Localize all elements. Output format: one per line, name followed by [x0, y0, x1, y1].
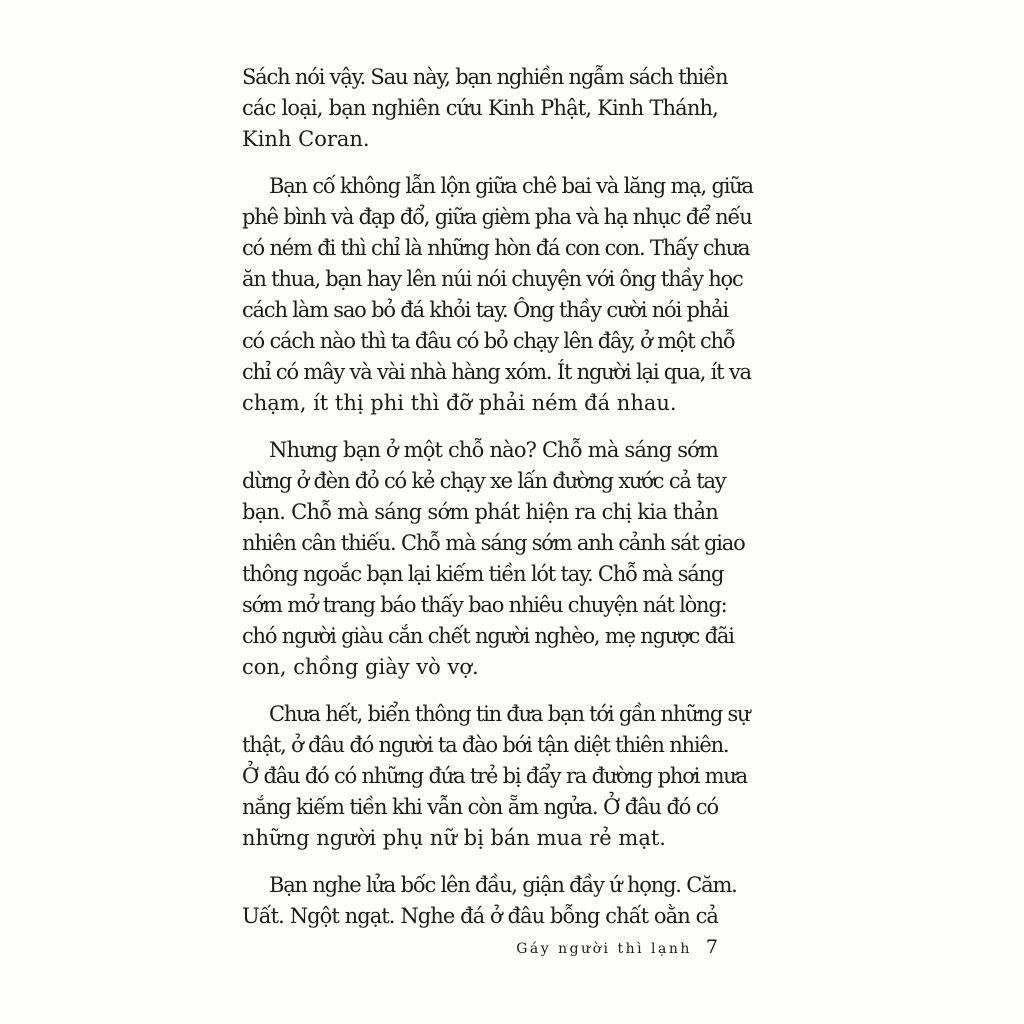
- text-line: Uất. Ngột ngạt. Nghe đá ở đâu bỗng chất oằn cả: [242, 904, 718, 928]
- text-line: những người phụ nữ bị bán mua rẻ mạt.: [242, 826, 666, 850]
- paragraph-2: [242, 171, 753, 419]
- text-line: chó người giàu cắn chết người nghèo, mẹ ngược đãi: [242, 624, 734, 648]
- page-footer: [516, 936, 718, 958]
- text-line: thật, ở đâu đó người ta đào bới tận diệt thiên nhiên.: [242, 733, 729, 757]
- text-line: Bạn nghe lửa bốc lên đầu, giận đầy ứ họng. Căm.: [269, 873, 737, 897]
- text-line: Bạn cố không lẫn lộn giữa chê bai và lăng mạ, giữa: [269, 174, 753, 198]
- text-line: thông ngoắc bạn lại kiếm tiền lót tay. Chỗ mà sáng: [242, 562, 724, 586]
- page-number: 7: [705, 936, 718, 958]
- paragraph-5: [242, 870, 737, 932]
- text-line: có ném đi thì chỉ là những hòn đá con con. Thấy chưa: [242, 236, 750, 260]
- text-line: cách làm sao bỏ đá khỏi tay. Ông thầy cười nói phải: [242, 298, 728, 322]
- text-line: có cách nào thì ta đâu có bỏ chạy lên đây, ở một chỗ: [242, 329, 735, 353]
- text-line: Ở đâu đó có những đứa trẻ bị đẩy ra đường phơi mưa: [242, 764, 747, 788]
- text-line: nhiên cân thiếu. Chỗ mà sáng sớm anh cảnh sát giao: [242, 531, 745, 555]
- paragraph-3: [242, 435, 745, 683]
- text-line: phê bình và đạp đổ, giữa gièm pha và hạ nhục để nếu: [242, 205, 752, 229]
- text-line: nắng kiếm tiền khi vẫn còn ẵm ngửa. Ở đâu đó có: [242, 795, 718, 819]
- paragraph-1: [242, 62, 728, 155]
- text-line: Kinh Coran.: [242, 127, 370, 151]
- text-line: sớm mở trang báo thấy bao nhiêu chuyện nát lòng:: [242, 593, 727, 617]
- text-line: bạn. Chỗ mà sáng sớm phát hiện ra chị kia thản: [242, 500, 718, 524]
- text-line: các loại, bạn nghiên cứu Kinh Phật, Kinh Thánh,: [242, 96, 718, 120]
- text-line: Nhưng bạn ở một chỗ nào? Chỗ mà sáng sớm: [269, 438, 718, 462]
- text-line: dừng ở đèn đỏ có kẻ chạy xe lấn đường xước cả tay: [242, 469, 726, 493]
- text-line: ăn thua, bạn hay lên núi nói chuyện với ông thầy học: [242, 267, 743, 291]
- body-text: [242, 62, 753, 948]
- paragraph-4: [242, 699, 750, 854]
- running-title: Gáy người thì lạnh: [516, 941, 692, 957]
- text-line: chỉ có mây và vài nhà hàng xóm. Ít người lại qua, ít va: [242, 360, 751, 384]
- text-line: chạm, ít thị phi thì đỡ phải ném đá nhau.: [242, 391, 677, 415]
- text-line: Chưa hết, biển thông tin đưa bạn tới gần những sự: [269, 702, 750, 726]
- text-line: Sách nói vậy. Sau này, bạn nghiền ngẫm sách thiền: [242, 65, 728, 89]
- text-line: con, chồng giày vò vợ.: [242, 655, 479, 679]
